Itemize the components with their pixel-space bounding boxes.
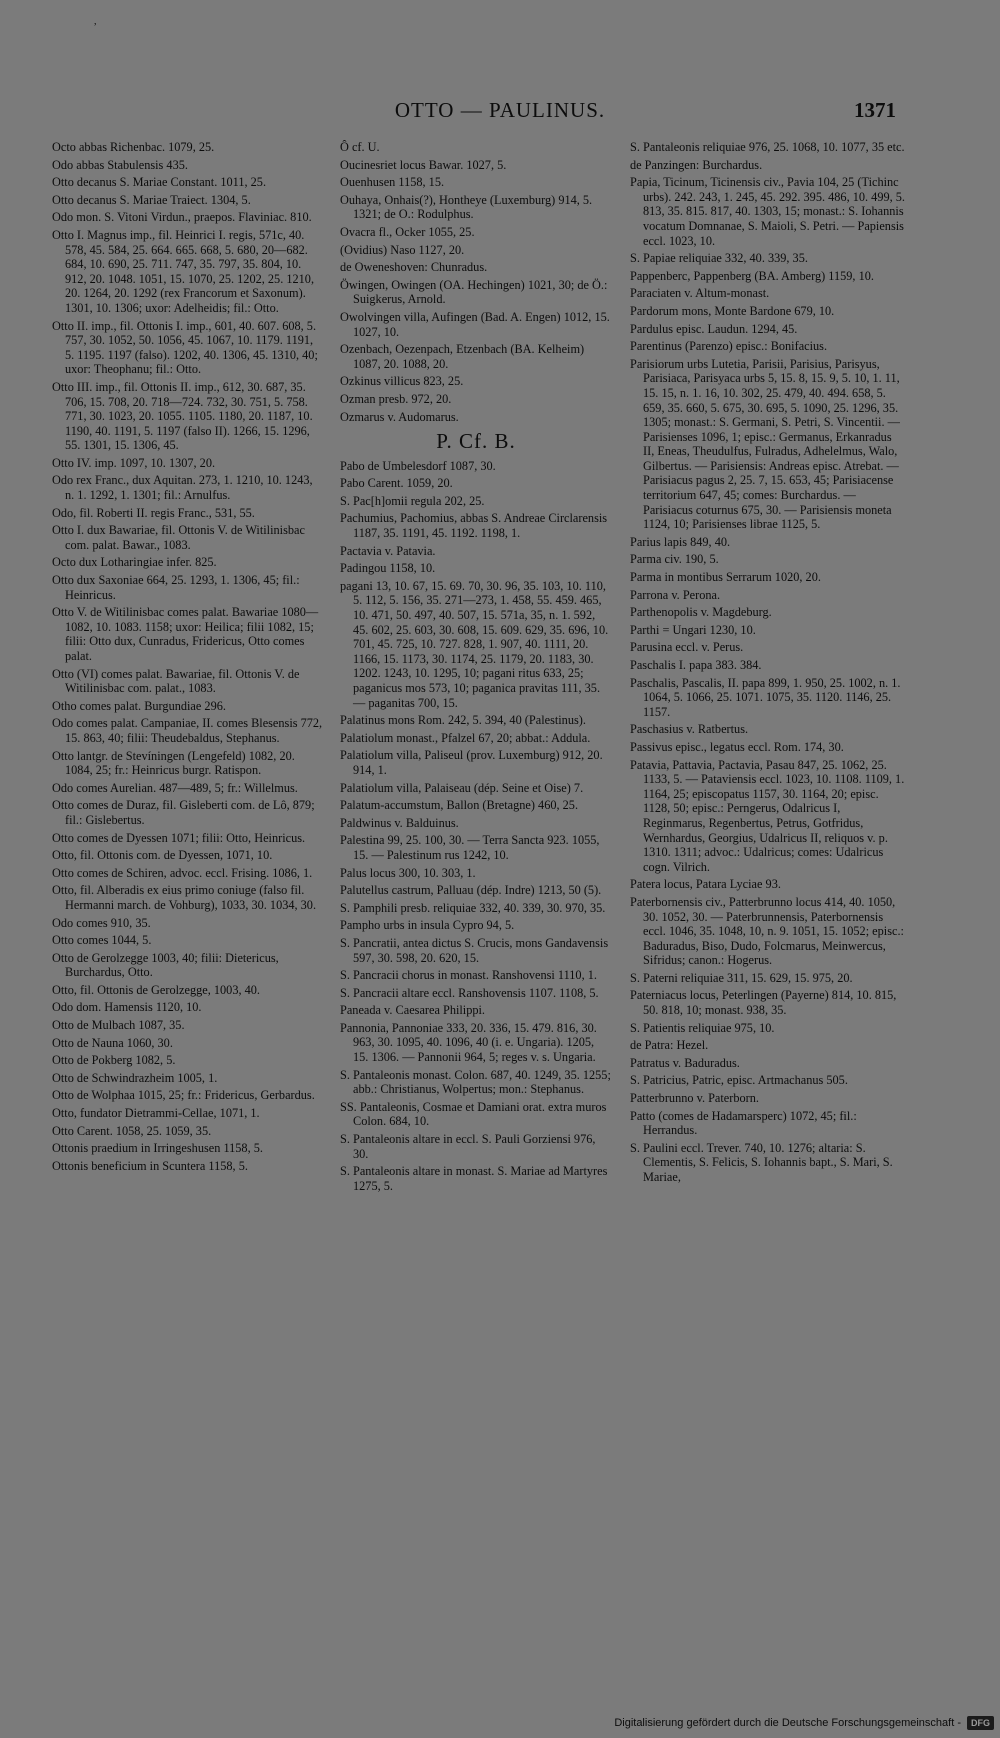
index-entry: Otto de Pokberg 1082, 5.	[52, 1053, 176, 1068]
index-entry: Parius lapis 849, 40.	[630, 534, 731, 549]
index-entry: Otto IV. imp. 1097, 10. 1307, 20.	[52, 455, 216, 470]
index-entry: Palatiolum villa, Paliseul (prov. Luxemburg) 912, 20. 914, 1.	[340, 748, 603, 777]
index-entry: S. Patientis reliquiae 975, 10.	[630, 1020, 775, 1035]
page-header	[0, 98, 1000, 128]
index-entry: Otto de Wolphaa 1015, 25; fr.: Fridericus, Gerbardus.	[52, 1088, 315, 1103]
index-entry: Otto I. Magnus imp., fil. Heinrici I. regis, 571c, 40. 578, 45. 584, 25. 664. 665. 668, 5. 680, 20—682. 684, 10. 690, 25. 711. 747, 35. 797, 35. 804, 10. 912, 20. 1048. 1051, 15. 1070, 25. 1202, 25. 1210, 20. 1264, 20. 1292 (rex Francorum et Saxonum). 1301, 10. 1306; uxor: Adelheidis; fil.: Otto.	[52, 227, 315, 315]
index-entry: Otto de Nauna 1060, 30.	[52, 1035, 173, 1050]
dfg-logo-icon: DFG	[967, 1716, 994, 1730]
index-entry: Ozmarus v. Audomarus.	[340, 409, 459, 424]
index-entry: Parthi = Ungari 1230, 10.	[630, 622, 756, 637]
index-entry: Otto III. imp., fil. Ottonis II. imp., 612, 30. 687, 35. 706, 15. 708, 20. 718—724. 732, 30. 751, 5. 758. 771, 30. 1023, 20. 1055. 1105. 1180, 20. 1187, 10. 1190, 40. 1191, 5. 1197 (falso II). 1266, 15. 1296, 55. 1301, 15. 1306, 45.	[52, 379, 313, 453]
index-entry: Ô cf. U.	[340, 140, 380, 154]
index-entry: Pappenberc, Pappenberg (BA. Amberg) 1159, 10.	[630, 268, 874, 283]
index-entry: S. Pancracii chorus in monast. Ranshovensi 1110, 1.	[340, 968, 597, 983]
index-entry: Patto (comes de Hadamarsperc) 1072, 45; fil.: Herrandus.	[630, 1108, 857, 1138]
index-entry: Ouhaya, Onhais(?), Hontheye (Luxemburg) 914, 5. 1321; de O.: Rodulphus.	[340, 192, 593, 222]
index-entry: Patavia, Pattavia, Pactavia, Pasau 847, 25. 1062, 25. 1133, 5. — Pataviensis eccl. 1023, 10. 1108. 1109, 1. 1164, 25; episcopatus 1157, 30. 1164, 20; episc. 1128, 50; episc.: Perngerus, Odalricus I, Reginmarus, Regenbertus, Petrus, Gotfridus, Wernhardus, Georgius, Udalricus II, reliquos v. p. 1310. 1311; advoc.: Udalricus; comes: Udalricus cogn. Vilrich.	[630, 757, 905, 874]
index-entry: Ouenhusen 1158, 15.	[340, 175, 445, 190]
index-entry: Otto, fil. Ottonis com. de Dyessen, 1071, 10.	[52, 848, 273, 863]
index-entry: Otto I. dux Bawariae, fil. Ottonis V. de Witilinisbac com. palat. Bawar., 1083.	[52, 523, 305, 552]
index-entry: Paneada v. Caesarea Philippi.	[340, 1003, 486, 1018]
index-entry: Paschalis, Pascalis, II. papa 899, 1. 950, 25. 1002, n. 1. 1064, 5. 1066, 25. 1071. 1075, 35. 1120. 1146, 25. 1157.	[630, 675, 901, 719]
index-entry: S. Paulini eccl. Trever. 740, 10. 1276; altaria: S. Clementis, S. Felicis, S. Iohannis bapt., S. Mari, S. Mariae,	[630, 1140, 893, 1184]
index-entry: Odo comes palat. Campaniae, II. comes Blesensis 772, 15. 863, 40; filii: Theudebaldus, Stephanus.	[52, 716, 323, 745]
index-entry: Otto decanus S. Mariae Constant. 1011, 25.	[52, 175, 267, 190]
index-entry: Paraciaten v. Altum-monast.	[630, 286, 770, 301]
index-entry: Otto, fil. Alberadis ex eius primo coniuge (falso fil. Hermanni march. de Vohburg), 1033, 30. 1034, 30.	[52, 883, 317, 912]
index-entry: Otto dux Saxoniae 664, 25. 1293, 1. 1306, 45; fil.: Heinricus.	[52, 573, 300, 602]
index-entry: S. Pantaleonis reliquiae 976, 25. 1068, 10. 1077, 35 etc.	[630, 140, 905, 154]
index-entry: Otto de Mulbach 1087, 35.	[52, 1018, 185, 1033]
page-mark: ,	[94, 16, 97, 27]
index-entry: Palestina 99, 25. 100, 30. — Terra Sancta 923. 1055, 15. — Palestinum rus 1242, 10.	[340, 833, 600, 862]
index-entry: Palatiolum villa, Palaiseau (dép. Seine et Oise) 7.	[340, 780, 584, 795]
index-entry: Pannonia, Pannoniae 333, 20. 336, 15. 479. 816, 30. 963, 30. 1095, 40. 1096, 40 (i. e. Ungaria). 1205, 15. 1306. — Pannonii 964, 5; reges v. s. Ungaria.	[340, 1020, 597, 1065]
index-entry: Pachumius, Pachomius, abbas S. Andreae Circlarensis 1187, 35. 1191, 45. 1192. 1198, 1.	[340, 511, 608, 541]
section-heading: P. Cf. B.	[436, 429, 516, 454]
index-entry: (Ovidius) Naso 1127, 20.	[340, 242, 465, 257]
index-entry: S. Pancratii, antea dictus S. Crucis, mons Gandavensis 597, 30. 598, 20. 620, 15.	[340, 935, 609, 965]
index-entry: Palatum-accumstum, Ballon (Bretagne) 460, 25.	[340, 798, 579, 813]
index-entry: SS. Pantaleonis, Cosmae et Damiani orat. extra muros Colon. 684, 10.	[340, 1099, 607, 1129]
index-entry: Otto (VI) comes palat. Bawariae, fil. Ottonis V. de Witilinisbac com. palat., 1083.	[52, 666, 300, 696]
index-entry: Paschalis I. papa 383. 384.	[630, 658, 762, 672]
index-entry: Patterbrunno v. Paterborn.	[630, 1091, 759, 1106]
index-entry: de Patra: Hezel.	[630, 1038, 709, 1053]
index-entry: Passivus episc., legatus eccl. Rom. 174, 30.	[630, 739, 844, 754]
index-entry: Parusina eccl. v. Perus.	[630, 640, 744, 655]
index-entry: Parma civ. 190, 5.	[630, 552, 719, 567]
index-entry: S. Pantaleonis monast. Colon. 687, 40. 1249, 35. 1255; abb.: Christianus, Wolpertus; mon.: Stephanus.	[340, 1067, 611, 1097]
index-entry: Odo comes 910, 35.	[52, 915, 151, 930]
index-entry: Parisiorum urbs Lutetia, Parisii, Parisius, Parisyus, Parisiaca, Parisyaca urbs 5, 15. 8, 15. 9, 5. 10, 1. 11, 15. 15, n. 1. 16, 10. 302, 25. 479, 40. 494. 658, 5. 659, 35. 660, 5. 675, 30. 695, 5. 1090, 25. 1296, 35. 1305; monast.: S. Germani, S. Petri, S. Vincentii. — Parisienses 1096, 1; episc.: Germanus, Erkanradus II, Eneas, Theudulfus, Fulradus, Adhelelmus, Walo, Gilbertus. — Parisiensis: Andreas episc. Atrebat. — Parisiacus pagus 2, 25. 7, 15. 653, 45; Parisiacense territorium 647, 45; comes: Burchardus. — Parisiacus coturnus 675, 30. — Parisiensis moneta 1124, 10; Parisienses librae 1125, 5.	[630, 356, 900, 532]
index-entry: Pabo de Umbelesdorf 1087, 30.	[340, 458, 496, 473]
index-entry: Ottonis beneficium in Scuntera 1158, 5.	[52, 1158, 248, 1173]
index-entry: S. Pac[h]omii regula 202, 25.	[340, 493, 485, 508]
index-entry: Papia, Ticinum, Ticinensis civ., Pavia 104, 25 (Tichinc urbs). 242. 243, 1. 245, 45. 292. 395. 486, 10. 499, 5. 813, 35. 815. 817, 40. 1303, 15; monast.: S. Iohannis vocatum Domnanae, S. Maioli, S. Petri. — Papiensis eccl. 1023, 10.	[630, 175, 905, 248]
index-entry: Otto, fundator Dietrammi-Cellae, 1071, 1.	[52, 1106, 260, 1121]
index-entry: Pardulus episc. Laudun. 1294, 45.	[630, 321, 798, 336]
index-entry: Otto comes de Dyessen 1071; filii: Otto, Heinricus.	[52, 830, 306, 845]
index-column-2	[340, 140, 612, 1196]
index-entry: Otto II. imp., fil. Ottonis I. imp., 601, 40. 607. 608, 5. 757, 30. 1052, 50. 1056, 45. 1067, 10. 1179. 1191, 5. 1195. 1197 (falso). 1202, 40. 1306, 45. 1310, 40; uxor: Theophanu; fil.: Otto.	[52, 318, 318, 377]
index-entry: Parrona v. Perona.	[630, 587, 721, 602]
index-entry: S. Pancracii altare eccl. Ranshovensis 1107. 1108, 5.	[340, 985, 599, 1000]
index-entry: Ovacra fl., Ocker 1055, 25.	[340, 224, 475, 239]
index-column-1	[52, 140, 324, 1176]
index-entry: S. Pantaleonis altare in eccl. S. Pauli Gorziensi 976, 30.	[340, 1132, 596, 1161]
index-entry: Palatinus mons Rom. 242, 5. 394, 40 (Palestinus).	[340, 713, 586, 728]
index-entry: Öwingen, Owingen (OA. Hechingen) 1021, 30; de Ö.: Suigkerus, Arnold.	[340, 277, 608, 307]
index-entry: Paschasius v. Ratbertus.	[630, 722, 749, 737]
index-entry: S. Pamphili presb. reliquiae 332, 40. 339, 30. 970, 35.	[340, 900, 606, 915]
index-entry: Otto comes de Duraz, fil. Gisleberti com. de Lô, 879; fil.: Gislebertus.	[52, 798, 315, 827]
index-entry: S. Patricius, Patric, episc. Artmachanus 505.	[630, 1073, 848, 1088]
index-entry: Odo, fil. Roberti II. regis Franc., 531, 55.	[52, 505, 255, 520]
index-entry: Odo abbas Stabulensis 435.	[52, 157, 188, 172]
index-entry: Ottonis praedium in Irringeshusen 1158, 5.	[52, 1141, 263, 1156]
index-entry: Odo rex Franc., dux Aquitan. 273, 1. 1210, 10. 1243, n. 1. 1292, 1. 1301; fil.: Arnulfus.	[52, 473, 313, 503]
index-entry: Patratus v. Baduradus.	[630, 1055, 740, 1070]
index-entry: Otho comes palat. Burgundiae 296.	[52, 698, 226, 713]
index-entry: Otto decanus S. Mariae Traiect. 1304, 5.	[52, 192, 251, 207]
index-entry: Oucinesriet locus Bawar. 1027, 5.	[340, 157, 507, 172]
index-entry: Palatiolum monast., Pfalzel 67, 20; abbat.: Addula.	[340, 730, 591, 745]
index-entry: Parentinus (Parenzo) episc.: Bonifacius.	[630, 339, 828, 354]
index-entry: Pabo Carent. 1059, 20.	[340, 476, 453, 491]
footer-credit: Digitalisierung gefördert durch die Deutsche Forschungsgemeinschaft -	[614, 1717, 961, 1729]
index-entry: de Oweneshoven: Chunradus.	[340, 260, 488, 275]
index-entry: Pampho urbs in insula Cypro 94, 5.	[340, 918, 515, 933]
index-entry: Palus locus 300, 10. 303, 1.	[340, 865, 476, 880]
footer	[614, 1716, 994, 1730]
index-entry: Otto Carent. 1058, 25. 1059, 35.	[52, 1123, 212, 1138]
index-entry: Padingou 1158, 10.	[340, 561, 436, 576]
index-entry: Ozenbach, Oezenpach, Etzenbach (BA. Kelheim) 1087, 20. 1088, 20.	[340, 342, 585, 371]
index-entry: Otto lantgr. de Stevíningen (Lengefeld) 1082, 20. 1084, 25; fr.: Heinricus burgr. Ratispon.	[52, 748, 295, 778]
index-entry: Odo mon. S. Vitoni Virdun., praepos. Flaviniac. 810.	[52, 210, 312, 225]
index-entry: Parthenopolis v. Magdeburg.	[630, 605, 772, 620]
index-entry: Paterbornensis civ., Patterbrunno locus 414, 40. 1050, 30. 1052, 30. — Paterbrunnensis, Paterbornensis eccl. 1046, 35. 1048, 10, n. 9. 1051, 15. 1052; episc.: Baduradus, Biso, Dudo, Folcmarus, Meinwercus, Sifridus; canon.: Hogerus.	[630, 894, 904, 968]
index-entry: Otto comes 1044, 5.	[52, 933, 152, 948]
index-entry: Ozkinus villicus 823, 25.	[340, 374, 464, 389]
index-entry: Parma in montibus Serrarum 1020, 20.	[630, 570, 821, 585]
index-entry: Otto, fil. Ottonis de Gerolzegge, 1003, 40.	[52, 982, 260, 997]
index-entry: S. Papiae reliquiae 332, 40. 339, 35.	[630, 251, 808, 266]
index-entry: Patera locus, Patara Lyciae 93.	[630, 877, 781, 892]
index-entry: S. Pantaleonis altare in monast. S. Mariae ad Martyres 1275, 5.	[340, 1164, 608, 1193]
index-entry: Paterniacus locus, Peterlingen (Payerne) 814, 10. 815, 50. 818, 10; monast. 938, 35.	[630, 988, 897, 1018]
page-number: 1371	[854, 98, 896, 122]
index-entry: Octo dux Lotharingiae infer. 825.	[52, 555, 217, 570]
index-entry: Otto de Schwindrazheim 1005, 1.	[52, 1070, 218, 1085]
index-entry: Otto comes de Schiren, advoc. eccl. Frising. 1086, 1.	[52, 865, 313, 880]
index-entry: S. Paterni reliquiae 311, 15. 629, 15. 975, 20.	[630, 970, 853, 985]
index-entry: Odo dom. Hamensis 1120, 10.	[52, 1000, 202, 1015]
page-title: OTTO — PAULINUS.	[394, 98, 606, 122]
index-entry: de Panzingen: Burchardus.	[630, 157, 763, 172]
index-entry: pagani 13, 10. 67, 15. 69. 70, 30. 96, 35. 103, 10. 110, 5. 112, 5. 156, 35. 271—273, 1. 458, 55. 459. 465, 10. 471, 50. 497, 40. 507, 15. 571a, 35, n. 1. 592, 45. 602, 25. 603, 30. 608, 15. 609. 629, 35. 696, 10. 701, 45. 725, 10. 727. 828, 1. 907, 40. 1111, 20. 1166, 15. 1173, 30. 1174, 25. 1179, 20. 1183, 30. 1202. 1243, 10. 1295, 10; pagani ritus 633, 25; paganicus mos 573, 10; paganica pravitas 111, 35. — paganitas 700, 15.	[340, 578, 609, 710]
index-entry: Otto V. de Witilinisbac comes palat. Bawariae 1080—1082, 10. 1083. 1158; uxor: Heilica; filii 1082, 15; filii: Otto dux, Cunradus, Fridericus, Otto comes palat.	[52, 605, 319, 663]
index-entry: Otto de Gerolzegge 1003, 40; filii: Dietericus, Burchardus, Otto.	[52, 950, 279, 980]
index-entry: Ozman presb. 972, 20.	[340, 391, 452, 406]
index-entry: Odo comes Aurelian. 487—489, 5; fr.: Willelmus.	[52, 780, 298, 795]
index-entry: Pactavia v. Patavia.	[340, 543, 436, 558]
index-column-3	[630, 140, 905, 1188]
index-entry: Paldwinus v. Balduinus.	[340, 815, 459, 830]
index-entry: Pardorum mons, Monte Bardone 679, 10.	[630, 303, 835, 318]
index-entry: Palutellus castrum, Palluau (dép. Indre) 1213, 50 (5).	[340, 883, 602, 898]
index-entry: Octo abbas Richenbac. 1079, 25.	[52, 140, 215, 154]
index-entry: Owolvingen villa, Aufingen (Bad. A. Engen) 1012, 15. 1027, 10.	[340, 309, 610, 339]
